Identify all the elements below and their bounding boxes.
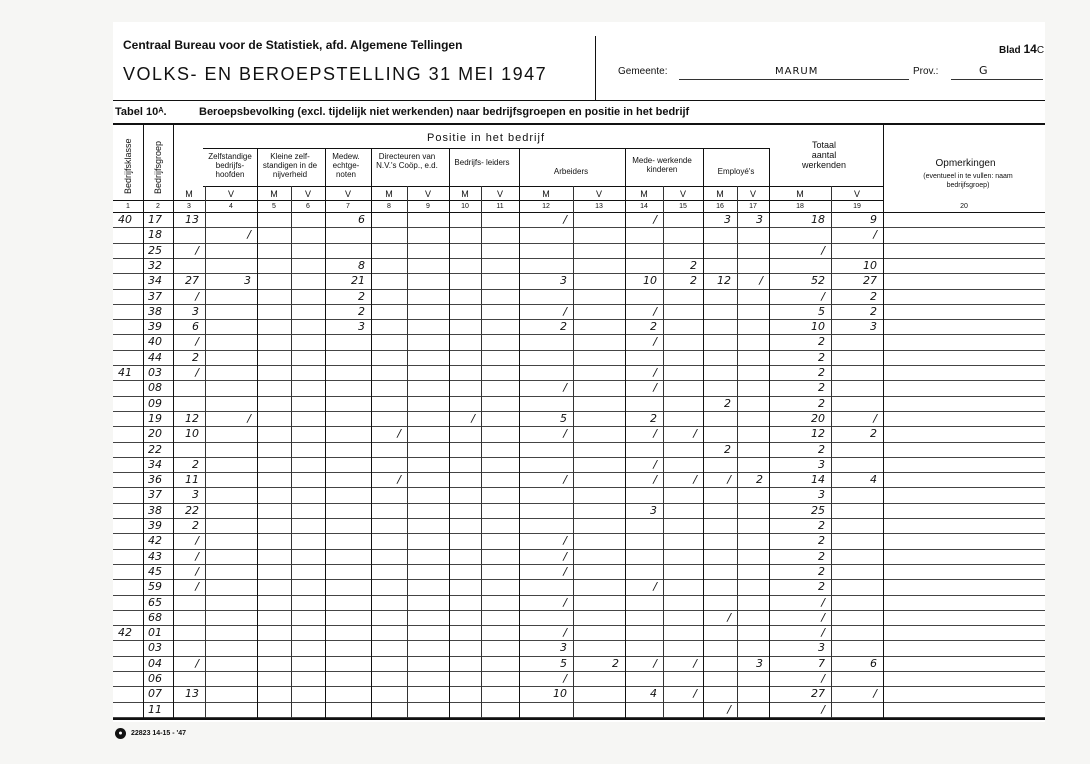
table-cell: 13	[185, 213, 199, 226]
table-cell: 34	[148, 274, 162, 287]
table-cell: 3	[192, 305, 199, 318]
table-cell: 17	[148, 213, 162, 226]
row-rule	[113, 258, 1045, 259]
table-cell: /	[563, 565, 567, 578]
table-cell: 38	[148, 305, 162, 318]
table-cell: /	[821, 703, 825, 716]
table-cell: /	[195, 657, 199, 670]
table-cell: /	[195, 534, 199, 547]
table-cell: 2	[818, 580, 825, 593]
grid-vline-mv	[205, 186, 206, 718]
table-cell: /	[727, 703, 731, 716]
table-cell: 10	[185, 427, 199, 440]
table-cell: 2	[818, 351, 825, 364]
table-cell: 3	[358, 320, 365, 333]
grid-vline-mv	[481, 186, 482, 718]
table-cell: /	[693, 473, 697, 486]
table-cell: /	[195, 290, 199, 303]
table-cell: 21	[351, 274, 365, 287]
table-cell: /	[821, 290, 825, 303]
table-cell: 10	[643, 274, 657, 287]
column-number: 19	[853, 203, 861, 210]
print-code: 22823 14-15 - '47	[131, 730, 186, 737]
mv-top-rule	[203, 186, 883, 187]
mv-label: M	[385, 189, 393, 199]
bedrijfsklasse-header: Bedrijfsklasse	[123, 138, 133, 194]
prov-label: Prov.:	[913, 66, 939, 77]
mv-label: M	[716, 189, 724, 199]
table-cell: /	[563, 213, 567, 226]
table-cell: 2	[192, 458, 199, 471]
table-cell: /	[821, 596, 825, 609]
table-cell: 52	[811, 274, 825, 287]
row-rule	[113, 702, 1045, 703]
mv-label: M	[270, 189, 278, 199]
table-cell: 5	[818, 305, 825, 318]
row-rule	[113, 350, 1045, 351]
column-number: 5	[272, 203, 276, 210]
bedrijfsleiders-header: Bedrijfs- leiders	[454, 158, 510, 167]
table-cell: /	[563, 596, 567, 609]
table-cell: /	[873, 687, 877, 700]
row-rule	[113, 304, 1045, 305]
table-cell: 3	[756, 213, 763, 226]
table-cell: /	[653, 580, 657, 593]
mv-label: M	[185, 189, 193, 199]
grid-vline-mv	[291, 186, 292, 718]
prov-underline	[951, 79, 1043, 80]
table-cell: 3	[560, 641, 567, 654]
table-cell: 2	[690, 259, 697, 272]
gemeente-label: Gemeente:	[618, 66, 668, 77]
row-rule	[113, 487, 1045, 488]
row-rule	[113, 442, 1045, 443]
header-rule	[113, 100, 1045, 101]
table-cell: 2	[870, 427, 877, 440]
table-cell: /	[821, 611, 825, 624]
opmerkingen-header: Opmerkingen	[935, 158, 996, 169]
table-cell: 12	[811, 427, 825, 440]
table-cell: 2	[560, 320, 567, 333]
table-cell: 2	[724, 397, 731, 410]
column-number: 12	[542, 203, 550, 210]
row-rule	[113, 411, 1045, 412]
table-bottom-rule	[113, 718, 1045, 720]
column-number: 15	[679, 203, 687, 210]
grid-vline-mv	[737, 186, 738, 718]
table-cell: 6	[870, 657, 877, 670]
table-cell: /	[727, 473, 731, 486]
table-cell: /	[563, 672, 567, 685]
table-cell: /	[873, 228, 877, 241]
grid-vline-mv	[573, 186, 574, 718]
column-number: 8	[387, 203, 391, 210]
grid-vline	[257, 148, 258, 718]
table-cell: /	[873, 412, 877, 425]
bedrijfsgroep-header: Bedrijfsgroep	[153, 140, 163, 194]
table-cell: 32	[148, 259, 162, 272]
row-rule	[113, 579, 1045, 580]
table-cell: 2	[650, 412, 657, 425]
table-cell: 18	[811, 213, 825, 226]
table-cell: 2	[724, 443, 731, 456]
table-cell: /	[821, 626, 825, 639]
table-cell: 06	[148, 672, 162, 685]
table-cell: 07	[148, 687, 162, 700]
table-cell: 40	[148, 335, 162, 348]
row-rule	[113, 289, 1045, 290]
table-cell: 2	[818, 443, 825, 456]
table-cell: 10	[863, 259, 877, 272]
column-number: 11	[496, 203, 504, 210]
row-rule	[113, 686, 1045, 687]
table-cell: /	[693, 687, 697, 700]
positie-header: Positie in het bedrijf	[427, 132, 545, 144]
row-rule	[113, 564, 1045, 565]
row-rule	[113, 625, 1045, 626]
grid-vline-mv	[407, 186, 408, 718]
grid-vline	[325, 148, 326, 718]
table-cell: /	[653, 366, 657, 379]
table-cell: /	[653, 427, 657, 440]
table-cell: 22	[185, 504, 199, 517]
mv-label: M	[461, 189, 469, 199]
column-number: 14	[640, 203, 648, 210]
table-cell: 12	[185, 412, 199, 425]
mv-label: V	[679, 189, 686, 199]
table-cell: 3	[724, 213, 731, 226]
directeuren-header: Directeuren van N.V.'s Coöp., e.d.	[376, 152, 438, 170]
table-cell: 2	[870, 290, 877, 303]
table-cell: 11	[148, 703, 162, 716]
table-cell: 3	[192, 488, 199, 501]
row-rule	[113, 518, 1045, 519]
table-cell: 01	[148, 626, 162, 639]
table-cell: 6	[358, 213, 365, 226]
table-description: Beroepsbevolking (excl. tijdelijk niet werkenden) naar bedrijfsgroepen en positie in het bedrijf	[199, 106, 690, 118]
row-rule	[113, 671, 1045, 672]
table-cell: 09	[148, 397, 162, 410]
column-number: 20	[960, 203, 968, 210]
table-top-rule	[113, 123, 1045, 125]
table-cell: 3	[560, 274, 567, 287]
mv-label: M	[796, 189, 804, 199]
mv-label: V	[344, 189, 351, 199]
table-cell: /	[653, 335, 657, 348]
table-cell: 2	[612, 657, 619, 670]
column-number: 9	[426, 203, 430, 210]
table-cell: 2	[756, 473, 763, 486]
column-number: 2	[156, 203, 160, 210]
table-cell: 10	[553, 687, 567, 700]
table-cell: 2	[818, 565, 825, 578]
grid-vline	[449, 148, 450, 718]
table-cell: 2	[818, 381, 825, 394]
table-cell: 44	[148, 351, 162, 364]
table-cell: 41	[118, 366, 132, 379]
footer	[115, 728, 186, 739]
table-cell: /	[653, 458, 657, 471]
gemeente-underline	[679, 79, 909, 80]
table-cell: 2	[870, 305, 877, 318]
row-rule	[113, 319, 1045, 320]
arbeiders-header: Arbeiders	[553, 167, 589, 176]
table-cell: 42	[118, 626, 132, 639]
table-cell: /	[563, 626, 567, 639]
table-cell: /	[563, 550, 567, 563]
table-cell: 2	[690, 274, 697, 287]
mv-label: M	[640, 189, 648, 199]
table-cell: 6	[192, 320, 199, 333]
table-cell: 20	[811, 412, 825, 425]
employes-header: Employé's	[717, 167, 755, 176]
bureau-line: Centraal Bureau voor de Statistiek, afd. Algemene Tellingen	[123, 38, 463, 52]
row-rule	[113, 426, 1045, 427]
table-cell: 4	[870, 473, 877, 486]
table-cell: 39	[148, 320, 162, 333]
table-cell: 4	[650, 687, 657, 700]
table-cell: 27	[811, 687, 825, 700]
table-cell: 3	[756, 657, 763, 670]
table-cell: /	[653, 657, 657, 670]
row-rule	[113, 457, 1045, 458]
table-cell: 2	[818, 534, 825, 547]
prov-value: G	[979, 64, 988, 77]
medewerkende-header: Mede- werkende kinderen	[632, 156, 692, 174]
table-cell: /	[653, 213, 657, 226]
table-cell: 08	[148, 381, 162, 394]
grid-vline	[703, 148, 704, 718]
table-cell: /	[195, 335, 199, 348]
table-cell: 65	[148, 596, 162, 609]
form-title: VOLKS- EN BEROEPSTELLING 31 MEI 1947	[123, 64, 548, 84]
table-cell: /	[563, 534, 567, 547]
table-cell: 36	[148, 473, 162, 486]
table-cell: 45	[148, 565, 162, 578]
positie-rule	[203, 148, 769, 149]
column-number: 17	[749, 203, 757, 210]
table-cell: 3	[818, 641, 825, 654]
row-rule	[113, 503, 1045, 504]
column-number: 6	[306, 203, 310, 210]
table-cell: /	[563, 473, 567, 486]
table-cell: /	[563, 381, 567, 394]
column-number: 7	[346, 203, 350, 210]
table-cell: /	[247, 228, 251, 241]
table-cell: 03	[148, 641, 162, 654]
table-cell: /	[195, 580, 199, 593]
gemeente-value: MARUM	[775, 66, 819, 77]
table-cell: 2	[358, 290, 365, 303]
table-cell: /	[821, 672, 825, 685]
table-cell: 2	[650, 320, 657, 333]
mv-label: V	[749, 189, 756, 199]
table-cell: 14	[811, 473, 825, 486]
row-rule	[113, 334, 1045, 335]
table-cell: 27	[863, 274, 877, 287]
mv-label: V	[595, 189, 602, 199]
table-cell: 2	[192, 519, 199, 532]
row-rule	[113, 380, 1045, 381]
mv-label: M	[542, 189, 550, 199]
table-cell: 27	[185, 274, 199, 287]
table-cell: 39	[148, 519, 162, 532]
table-cell: /	[195, 244, 199, 257]
table-cell: 03	[148, 366, 162, 379]
table-cell: 3	[870, 320, 877, 333]
table-cell: 3	[650, 504, 657, 517]
row-rule	[113, 243, 1045, 244]
table-cell: /	[653, 381, 657, 394]
table-cell: 2	[818, 550, 825, 563]
table-cell: /	[397, 473, 401, 486]
table-cell: 22	[148, 443, 162, 456]
opmerkingen-subheader: (eventueel in te vullen: naam bedrijfsgroep)	[923, 173, 1013, 189]
table-cell: 42	[148, 534, 162, 547]
table-cell: 3	[244, 274, 251, 287]
column-number: 13	[595, 203, 603, 210]
table-cell: /	[693, 427, 697, 440]
table-cell: /	[563, 305, 567, 318]
table-cell: /	[397, 427, 401, 440]
table-cell: 38	[148, 504, 162, 517]
table-cell: /	[247, 412, 251, 425]
table-cell: 13	[185, 687, 199, 700]
kleine-header: Kleine zelf- standigen in de nijverheid	[262, 152, 318, 179]
table-cell: 43	[148, 550, 162, 563]
numbers-bottom-rule	[113, 212, 1045, 213]
table-cell: /	[653, 473, 657, 486]
table-cell: 7	[818, 657, 825, 670]
table-cell: 2	[818, 366, 825, 379]
column-number: 16	[716, 203, 724, 210]
table-cell: /	[821, 244, 825, 257]
table-cell: 5	[560, 412, 567, 425]
sheet-number: Blad 14C	[999, 42, 1045, 56]
row-rule	[113, 365, 1045, 366]
printer-logo-icon: ●	[115, 728, 126, 739]
table-cell: 59	[148, 580, 162, 593]
table-cell: /	[195, 565, 199, 578]
column-number: 3	[187, 203, 191, 210]
table-cell: 12	[717, 274, 731, 287]
mv-label: V	[424, 189, 431, 199]
table-cell: 18	[148, 228, 162, 241]
column-number: 18	[796, 203, 804, 210]
table-cell: 3	[818, 488, 825, 501]
census-form-sheet	[113, 22, 1045, 722]
row-rule	[113, 273, 1045, 274]
table-cell: /	[759, 274, 763, 287]
column-number: 10	[461, 203, 469, 210]
table-cell: 37	[148, 290, 162, 303]
column-number: 4	[229, 203, 233, 210]
table-cell: 20	[148, 427, 162, 440]
mv-bottom-rule	[113, 200, 883, 201]
table-cell: 2	[192, 351, 199, 364]
zelfstandige-header: Zelfstandige bedrijfs- hoofden	[208, 152, 252, 179]
row-rule	[113, 595, 1045, 596]
row-rule	[113, 227, 1045, 228]
table-cell: 25	[811, 504, 825, 517]
table-cell: 25	[148, 244, 162, 257]
table-cell: 68	[148, 611, 162, 624]
table-cell: 11	[185, 473, 199, 486]
header-divider	[595, 36, 596, 100]
table-cell: 40	[118, 213, 132, 226]
row-rule	[113, 640, 1045, 641]
table-cell: 04	[148, 657, 162, 670]
row-rule	[113, 533, 1045, 534]
table-cell: /	[727, 611, 731, 624]
table-cell: 2	[818, 397, 825, 410]
grid-vline	[883, 125, 884, 718]
row-rule	[113, 396, 1045, 397]
table-cell: /	[563, 427, 567, 440]
table-cell: 2	[818, 519, 825, 532]
medew-header: Medew. echtge- noten	[332, 152, 360, 179]
table-cell: /	[653, 305, 657, 318]
mv-label: V	[853, 189, 860, 199]
table-cell: 34	[148, 458, 162, 471]
row-rule	[113, 549, 1045, 550]
row-rule	[113, 472, 1045, 473]
table-cell: /	[693, 657, 697, 670]
table-cell: 3	[818, 458, 825, 471]
table-cell: 10	[811, 320, 825, 333]
mv-label: V	[227, 189, 234, 199]
table-cell: 5	[560, 657, 567, 670]
table-cell: 2	[358, 305, 365, 318]
table-label: Tabel 10ᴬ.	[115, 106, 167, 118]
table-cell: /	[195, 550, 199, 563]
table-cell: 2	[818, 335, 825, 348]
column-number: 1	[126, 203, 130, 210]
table-cell: 19	[148, 412, 162, 425]
totaal-header: Totaal aantal werkenden	[801, 140, 847, 170]
table-cell: 8	[358, 259, 365, 272]
row-rule	[113, 610, 1045, 611]
table-cell: 9	[870, 213, 877, 226]
mv-label: V	[304, 189, 311, 199]
table-cell: /	[471, 412, 475, 425]
mv-label: V	[496, 189, 503, 199]
table-cell: /	[195, 366, 199, 379]
table-cell: 37	[148, 488, 162, 501]
